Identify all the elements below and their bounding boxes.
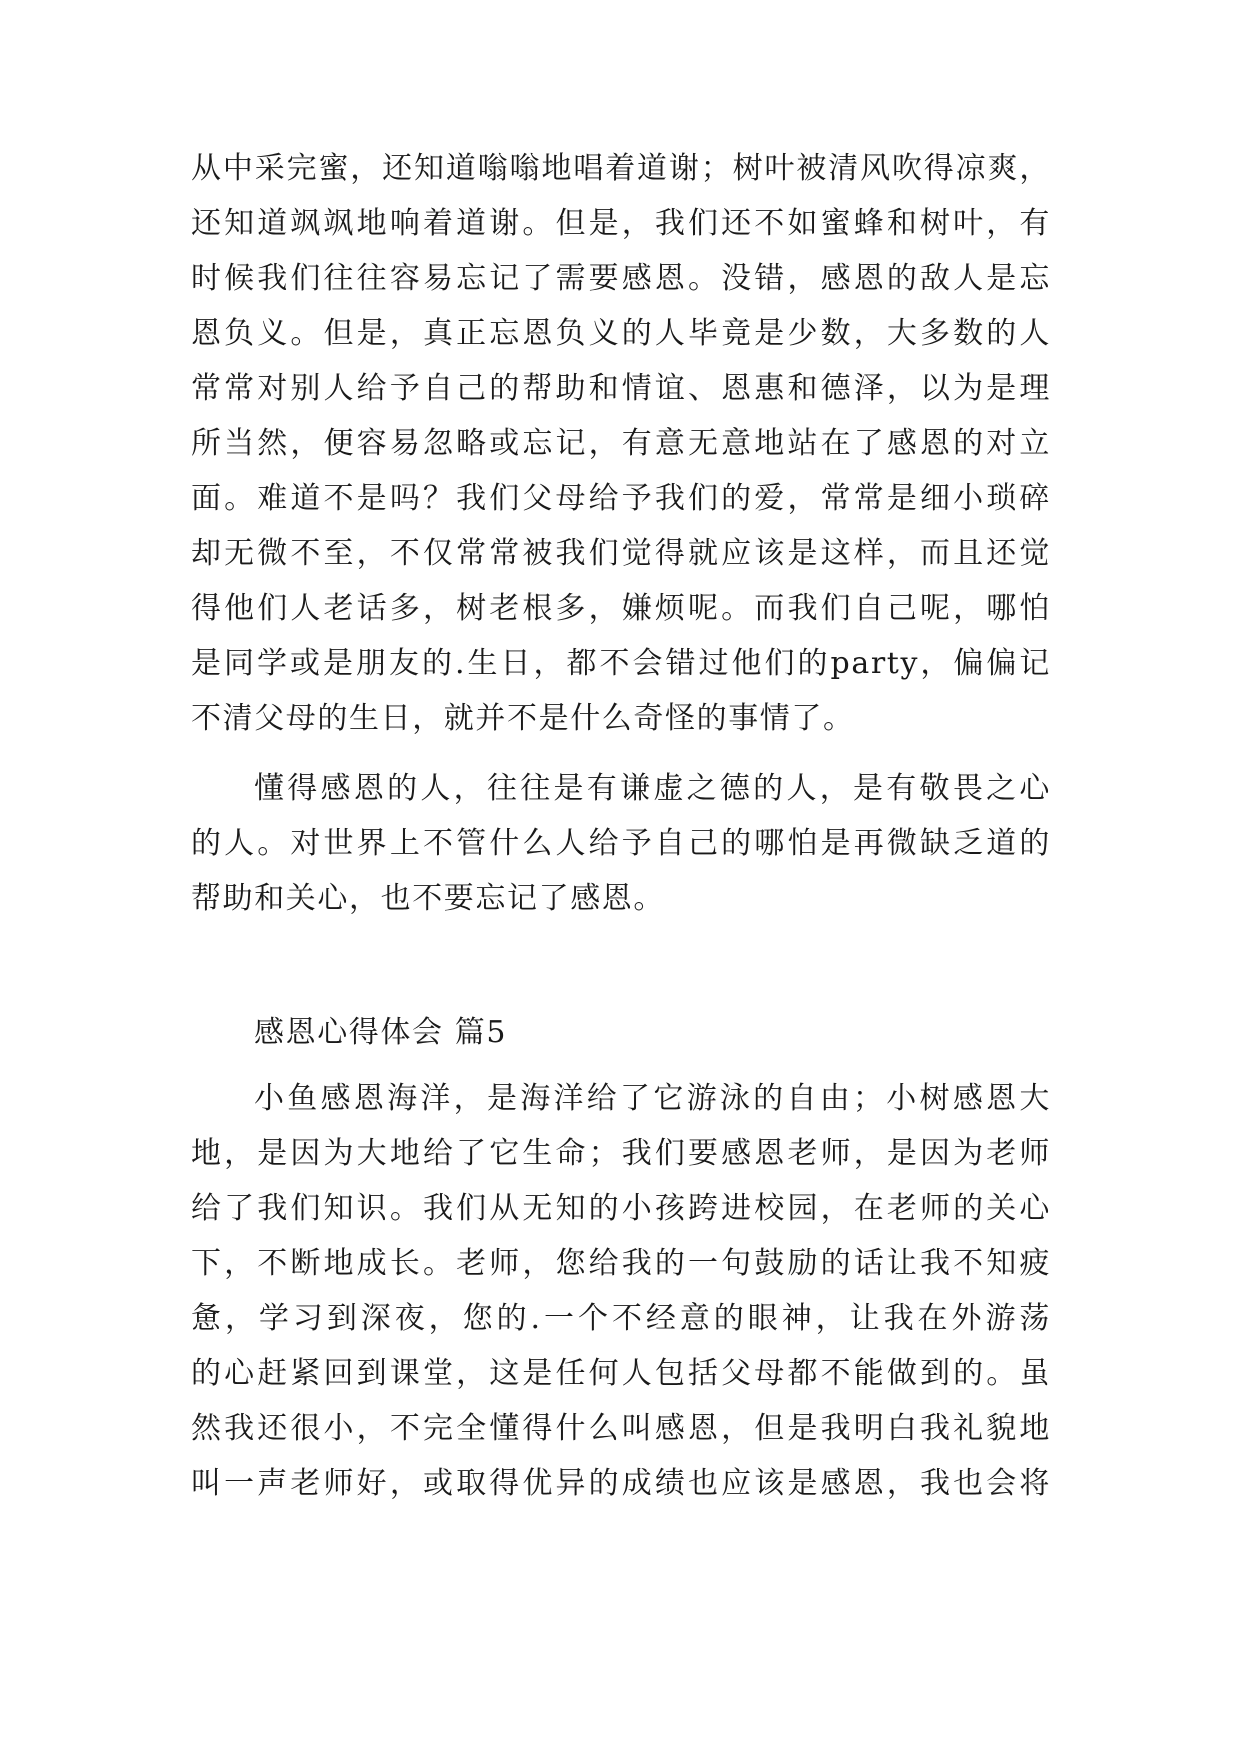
section-paragraph-line-7: 然我还很小，不完全懂得什么叫感恩，但是我明白我礼貌地 xyxy=(191,1411,1051,1446)
section-paragraph-line-2: 地，是因为大地给了它生命；我们要感恩老师，是因为老师 xyxy=(191,1136,1051,1171)
paragraph-1-line-1: 从中采完蜜，还知道嗡嗡地唱着道谢；树叶被清风吹得凉爽， xyxy=(191,151,1051,186)
paragraph-1-line-9: 得他们人老话多，树老根多，嫌烦呢。而我们自己呢，哪怕 xyxy=(191,591,1051,626)
section-paragraph-line-6: 的心赶紧回到课堂，这是任何人包括父母都不能做到的。虽 xyxy=(191,1356,1051,1391)
section-heading: 感恩心得体会 篇5 xyxy=(254,1015,508,1050)
paragraph-1-line-7: 面。难道不是吗？我们父母给予我们的爱，常常是细小琐碎 xyxy=(191,481,1051,516)
section-paragraph-line-3: 给了我们知识。我们从无知的小孩跨进校园，在老师的关心 xyxy=(191,1191,1051,1226)
paragraph-1-line-3: 时候我们往往容易忘记了需要感恩。没错，感恩的敌人是忘 xyxy=(191,261,1051,296)
paragraph-2-line-1: 懂得感恩的人，往往是有谦虚之德的人，是有敬畏之心 xyxy=(254,771,1051,806)
paragraph-1-line-6: 所当然，便容易忽略或忘记，有意无意地站在了感恩的对立 xyxy=(191,426,1051,461)
paragraph-1-line-5: 常常对别人给予自己的帮助和情谊、恩惠和德泽，以为是理 xyxy=(191,371,1051,406)
section-paragraph-line-8: 叫一声老师好，或取得优异的成绩也应该是感恩，我也会将 xyxy=(191,1466,1051,1501)
section-paragraph-line-1: 小鱼感恩海洋，是海洋给了它游泳的自由；小树感恩大 xyxy=(254,1081,1051,1116)
paragraph-1-line-10: 是同学或是朋友的.生日，都不会错过他们的party，偏偏记 xyxy=(191,646,1051,681)
paragraph-1-line-2: 还知道飒飒地响着道谢。但是，我们还不如蜜蜂和树叶，有 xyxy=(191,206,1051,241)
section-paragraph-line-5: 惫，学习到深夜，您的.一个不经意的眼神，让我在外游荡 xyxy=(191,1301,1051,1336)
paragraph-1-line-11: 不清父母的生日，就并不是什么奇怪的事情了。 xyxy=(191,701,855,736)
paragraph-1-line-8: 却无微不至，不仅常常被我们觉得就应该是这样，而且还觉 xyxy=(191,536,1051,571)
section-paragraph-line-4: 下，不断地成长。老师，您给我的一句鼓励的话让我不知疲 xyxy=(191,1246,1051,1281)
paragraph-1-line-4: 恩负义。但是，真正忘恩负义的人毕竟是少数，大多数的人 xyxy=(191,316,1051,351)
paragraph-2-line-2: 的人。对世界上不管什么人给予自己的哪怕是再微缺乏道的 xyxy=(191,826,1051,861)
paragraph-2-line-3: 帮助和关心，也不要忘记了感恩。 xyxy=(191,881,665,916)
